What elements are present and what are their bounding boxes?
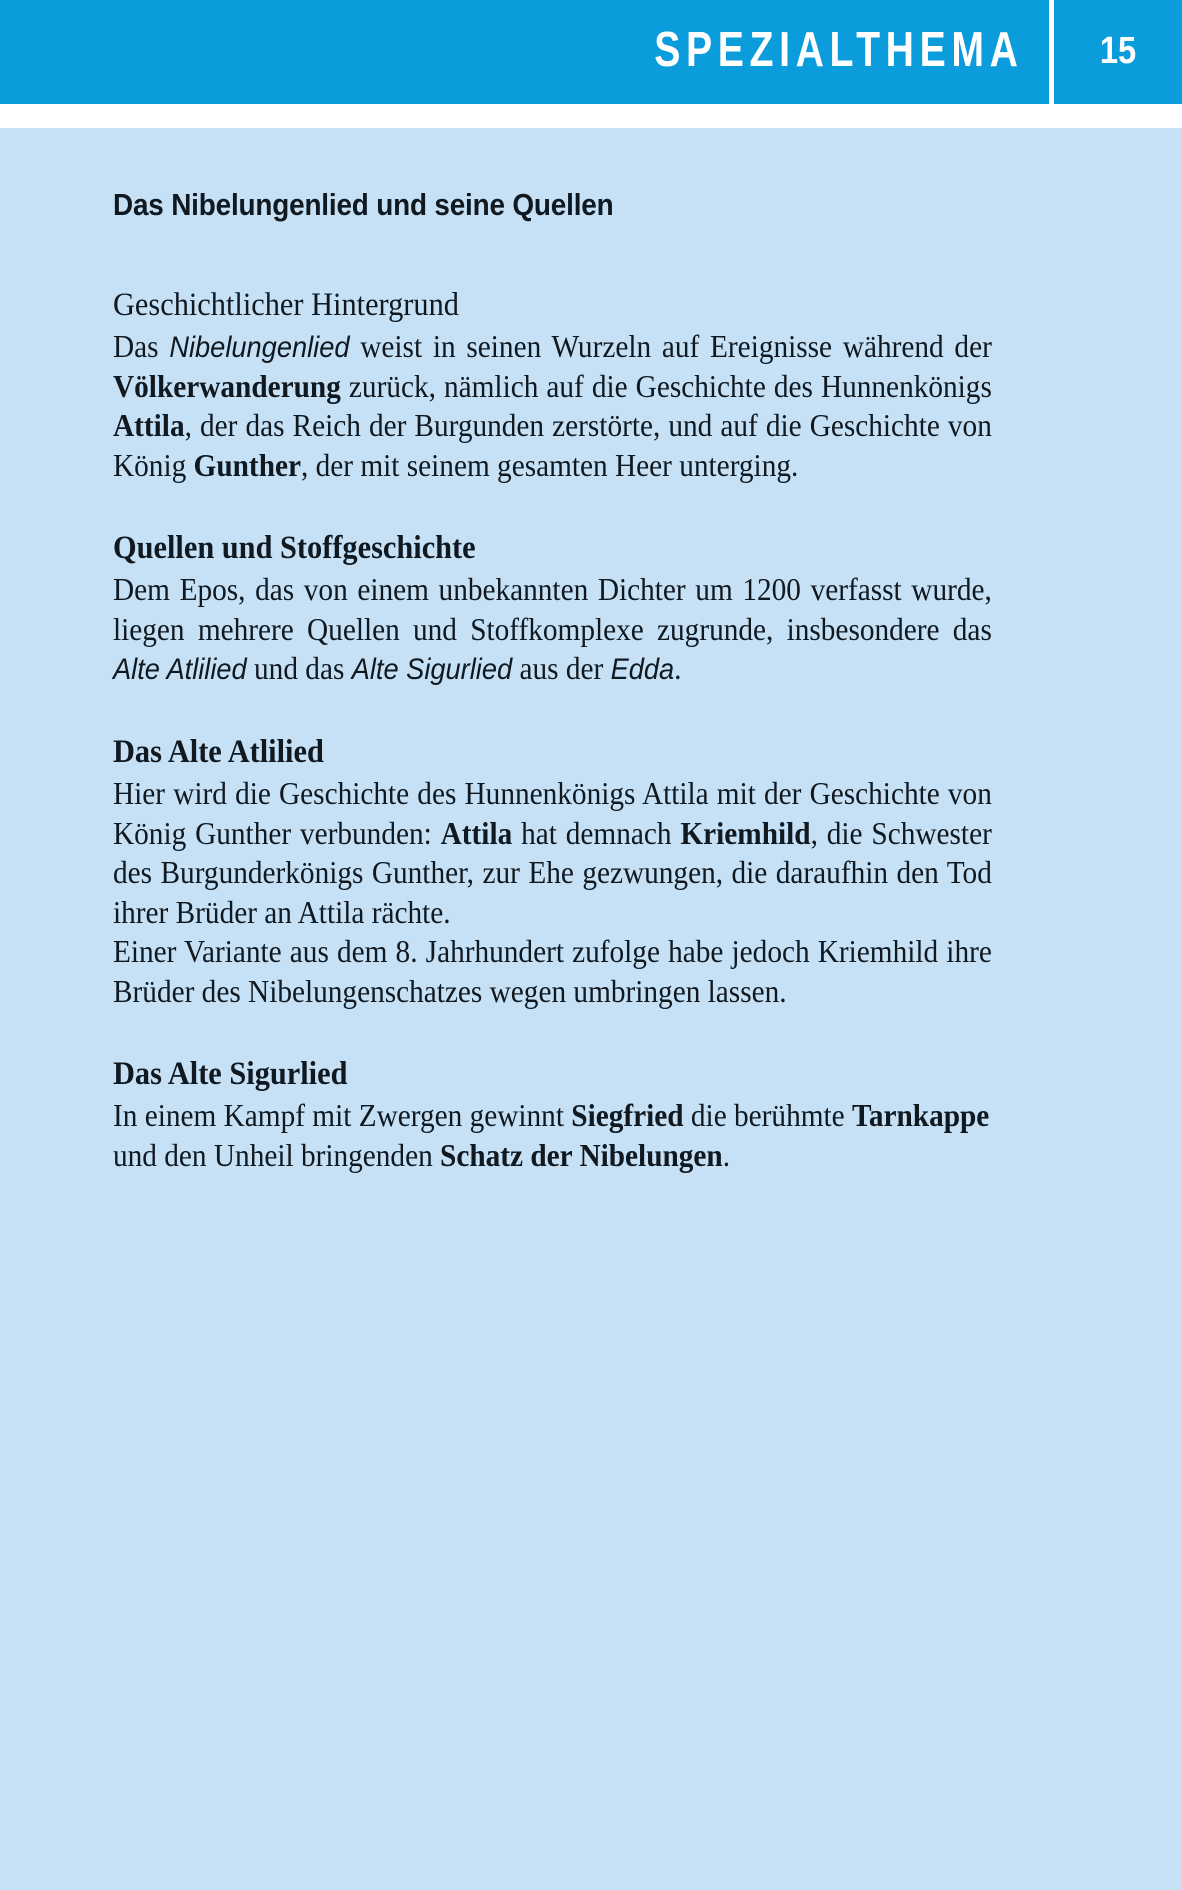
emphasis-italic: Nibelungenlied: [169, 331, 350, 365]
section-heading: Quellen und Stoffgeschichte: [113, 530, 476, 567]
text-run: weist in seinen Wurzeln auf Ereignisse während der: [349, 329, 992, 365]
section-das-alte-sigurlied: [113, 1055, 993, 1175]
section-paragraph: [113, 1096, 992, 1175]
text-run: die berühmte: [683, 1098, 852, 1134]
emphasis-bold: Schatz der Nibelungen: [440, 1137, 723, 1173]
text-run: Hier wird die Geschichte des Hunnenkönigs Attila mit der Geschichte von König Gunther verbunden:: [113, 776, 992, 851]
section-das-alte-atlilied: [113, 733, 993, 1011]
header-gap: [0, 104, 1182, 128]
emphasis-bold: Siegfried: [571, 1098, 684, 1134]
emphasis-bold: Völkerwanderung: [113, 368, 341, 404]
document-title: Das Nibelungenlied und seine Quellen: [113, 187, 614, 222]
text-run: Einer Variante aus dem 8. Jahrhundert zufolge habe jedoch Kriemhild ihre Brüder des Nibelungenschatzes wegen umbringen lassen.: [113, 934, 992, 1009]
section-quellen-und-stoffgeschichte: [113, 529, 993, 689]
text-run: .: [674, 651, 682, 687]
section-heading: Das Alte Atlilied: [113, 734, 324, 771]
text-run: Dem Epos, das von einem unbekannten Dichter um 1200 verfasst wurde, liegen mehrere Quellen und Stoffkomplexe zugrunde, insbesondere das: [113, 572, 992, 647]
emphasis-bold: Attila: [440, 815, 513, 851]
page-title: SPEZIALTHEMA: [653, 23, 1023, 77]
text-run: zurück, nämlich auf die Geschichte des Hunnenkönigs: [340, 368, 992, 404]
emphasis-bold: Gunther: [193, 447, 301, 483]
emphasis-italic: Alte Sigurlied: [351, 653, 513, 687]
section-paragraph: [113, 570, 992, 689]
text-run: hat demnach: [512, 815, 681, 851]
text-run: und das: [246, 651, 352, 687]
text-run: aus der: [512, 651, 611, 687]
header-divider: [1049, 0, 1054, 104]
header-bar: [0, 0, 1182, 104]
emphasis-bold: Kriemhild: [680, 815, 811, 851]
section-paragraph: [113, 774, 992, 932]
section-paragraph: [113, 327, 992, 485]
page-number: 15: [1099, 30, 1137, 72]
content-panel: [0, 128, 1182, 1890]
text-run: , der das Reich der Burgunden zerstörte, und auf die Geschichte von König: [113, 408, 992, 483]
text-run: .: [722, 1137, 731, 1173]
emphasis-italic: Alte Atlilied: [113, 653, 247, 687]
text-run: und den Unheil bringenden: [113, 1137, 441, 1173]
emphasis-italic: Edda: [610, 653, 675, 687]
text-run: , der mit seinem gesamten Heer unterging.: [300, 447, 799, 483]
text-run: , die Schwester des Burgunderkönigs Gunther, zur Ehe gezwungen, die daraufhin den Tod ihrer Brüder an Attila rächte.: [113, 815, 992, 930]
section-paragraph-secondary: [113, 932, 992, 1011]
section-heading: Geschichtlicher Hintergrund: [113, 287, 459, 324]
text-run: In einem Kampf mit Zwergen gewinnt: [113, 1098, 572, 1134]
content-column: [113, 188, 993, 1175]
emphasis-bold: Tarnkappe: [851, 1098, 990, 1134]
text-run: Das: [113, 329, 170, 365]
emphasis-bold: Attila: [113, 408, 185, 444]
section-geschichtlicher-hintergrund: [113, 286, 993, 485]
section-heading: Das Alte Sigurlied: [113, 1056, 348, 1093]
